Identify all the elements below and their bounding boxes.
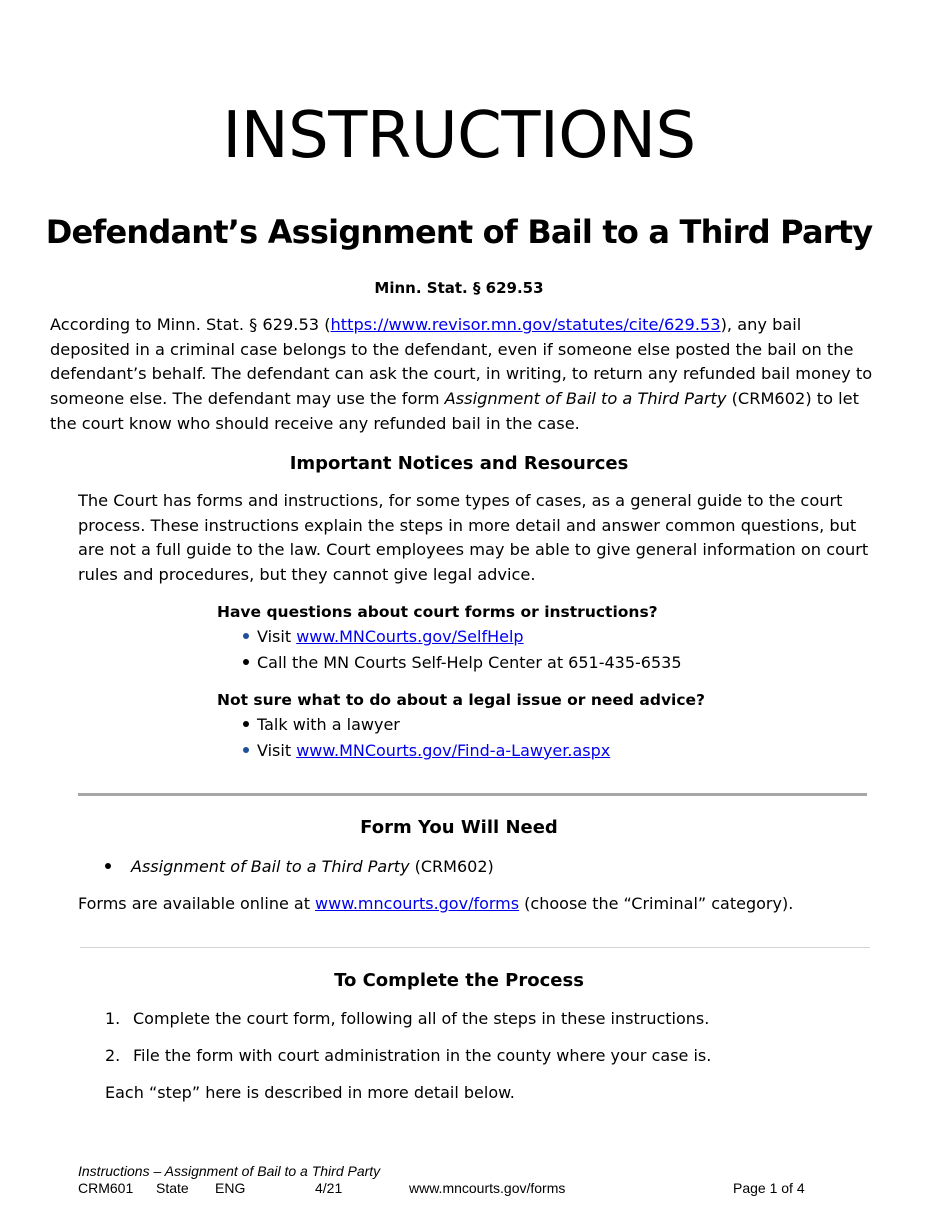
section-divider: [80, 947, 870, 948]
bullet-icon: [243, 747, 249, 753]
form-code: (CRM602): [409, 857, 494, 876]
footer-language: ENG: [215, 1180, 246, 1196]
process-heading: To Complete the Process: [334, 970, 584, 991]
legal-advice-heading: Not sure what to do about a legal issue or need advice?: [217, 691, 706, 709]
forms-link[interactable]: www.mncourts.gov/forms: [315, 894, 520, 913]
notices-heading: Important Notices and Resources: [289, 453, 629, 474]
step-text: Complete the court form, following all of the steps in these instructions.: [133, 1009, 710, 1028]
page-title: INSTRUCTIONS: [222, 99, 696, 173]
footer-jurisdiction: State: [156, 1180, 189, 1196]
bullet-icon: [105, 863, 111, 869]
forms-available-suffix: (choose the “Criminal” category).: [519, 894, 794, 913]
forms-availability: [78, 893, 793, 915]
intro-text-2: ), any bail deposited in a criminal case belongs to the defendant, even if someone else posted the bail on the defendant’s behalf. The defendant can ask the court, in writing, to return any refunded bail money to someone else. The defendant may use the form: [50, 315, 873, 409]
forms-available-prefix: Forms are available online at: [78, 894, 316, 913]
bullet-icon: [243, 633, 249, 639]
form-list-item: [105, 856, 494, 878]
selfhelp-link[interactable]: www.MNCourts.gov/SelfHelp: [296, 627, 524, 646]
selfhelp-list-item: [243, 626, 524, 648]
step-number: 2.: [105, 1046, 121, 1065]
intro-text-3: (CRM602) to let the court know who should receive any refunded bail in the case.: [50, 389, 859, 433]
find-lawyer-link[interactable]: www.MNCourts.gov/Find-a-Lawyer.aspx: [296, 741, 611, 760]
selfhelp-visit-label: Visit: [257, 627, 297, 646]
statute-reference: Minn. Stat. § 629.53: [374, 279, 544, 297]
footer-url: www.mncourts.gov/forms: [409, 1180, 566, 1196]
document-subtitle: Defendant’s Assignment of Bail to a Third Party: [45, 213, 873, 251]
intro-form-name: Assignment of Bail to a Third Party: [444, 389, 727, 409]
lawyer-text: Talk with a lawyer: [257, 715, 400, 734]
footer-code: CRM601: [78, 1180, 134, 1196]
intro-paragraph: [50, 313, 880, 437]
find-lawyer-list-item: [243, 740, 610, 762]
step-text: File the form with court administration in the county where your case is.: [133, 1046, 712, 1065]
forms-questions-heading: Have questions about court forms or instructions?: [217, 603, 658, 621]
process-step: [105, 1008, 709, 1030]
call-center-text: Call the MN Courts Self-Help Center at 651-435-6535: [257, 653, 682, 672]
step-number: 1.: [105, 1009, 121, 1028]
process-step: [105, 1045, 711, 1067]
footer-date: 4/21: [315, 1180, 343, 1196]
form-name: Assignment of Bail to a Third Party: [131, 857, 410, 876]
lawyer-list-item: [243, 714, 400, 736]
bullet-icon: [243, 721, 249, 727]
call-center-list-item: [243, 652, 682, 674]
revisor-statute-link[interactable]: https://www.revisor.mn.gov/statutes/cite/629.53: [330, 315, 721, 334]
section-divider: [78, 793, 867, 796]
intro-text-1: According to Minn. Stat. § 629.53 (: [50, 315, 331, 334]
footer-page-number: Page 1 of 4: [733, 1180, 805, 1196]
form-needed-heading: Form You Will Need: [360, 817, 558, 838]
footer-doc-title: Instructions – Assignment of Bail to a Third Party: [78, 1163, 381, 1179]
notices-paragraph: The Court has forms and instructions, for some types of cases, as a general guide to the court process. These instructions explain the steps in more detail and answer common questions, but are not a full guide to the law. Court employees may be able to give general information on court rules and procedures, but they cannot give legal advice.: [78, 491, 869, 585]
bullet-icon: [243, 659, 249, 665]
find-lawyer-visit-label: Visit: [257, 741, 297, 760]
process-note: Each “step” here is described in more detail below.: [105, 1083, 515, 1102]
